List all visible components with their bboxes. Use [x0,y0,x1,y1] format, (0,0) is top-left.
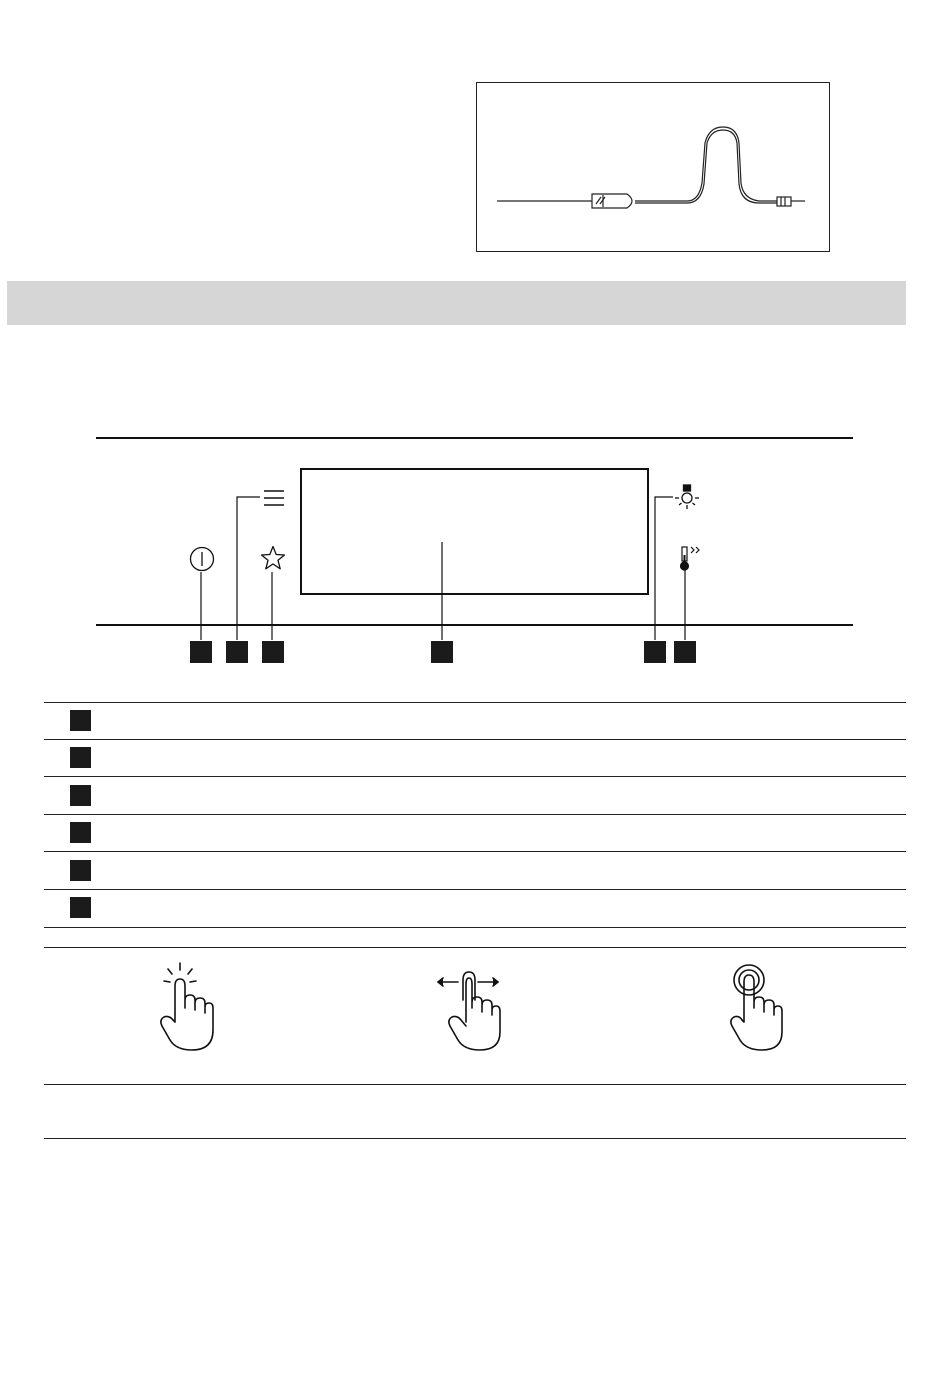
star-icon[interactable] [260,545,286,571]
callout-marker-favourites [262,641,284,663]
lamp-icon[interactable] [672,484,702,512]
menu-icon[interactable] [263,488,285,508]
table-rule [44,1084,906,1085]
callout-marker-display [431,641,453,663]
table-rule [44,776,906,777]
table-row-marker [70,785,91,806]
table-rule [44,927,906,928]
table-rule [44,1138,906,1139]
table-rule [44,814,906,815]
section-heading-band [7,281,906,325]
callout-marker-light [644,641,666,663]
table-row-marker [70,897,91,918]
table-rule [44,739,906,740]
callout-marker-menu [226,641,248,663]
table-row-marker [70,710,91,731]
press-and-hold-gesture-icon [722,960,794,1055]
tap-gesture-icon [152,960,222,1055]
table-row-marker [70,747,91,768]
probe-figure [476,82,830,252]
callout-marker-power [190,641,212,663]
table-rule [44,702,906,703]
thermometer-fast-heat-icon[interactable] [676,545,706,573]
core-temperature-probe-icon [477,83,829,251]
swipe-gesture-icon [432,960,512,1055]
table-row-marker [70,860,91,881]
table-rule [44,851,906,852]
control-panel-top-edge [96,437,853,439]
power-icon[interactable] [189,546,215,572]
table-row-marker [70,822,91,843]
control-panel-leaders [0,460,950,670]
callout-marker-fast-heat-up [674,641,696,663]
table-rule [44,889,906,890]
table-rule [44,947,906,948]
